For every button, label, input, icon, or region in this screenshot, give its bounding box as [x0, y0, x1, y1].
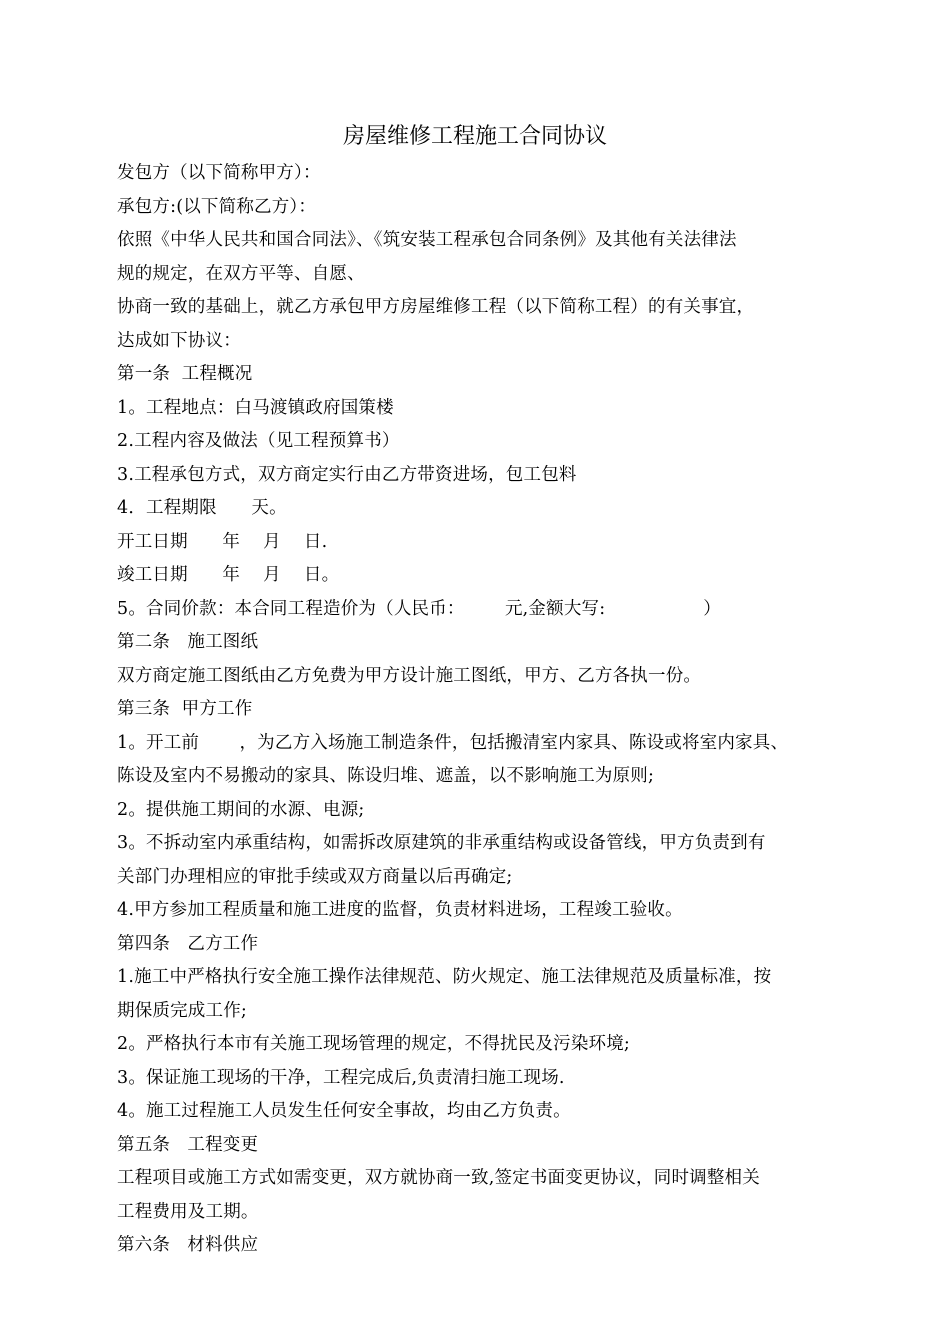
article-4-item-3: 3。保证施工现场的干净，工程完成后,负责清扫施工现场. — [117, 1067, 565, 1088]
article-3-item-1b: 陈设及室内不易搬动的家具、陈设归堆、遮盖，以不影响施工为原则; — [117, 766, 655, 786]
article-5-text-b: 工程费用及工期。 — [117, 1201, 259, 1222]
article-2-heading: 第二条 施工图纸 — [117, 632, 259, 652]
completion-date-line: 竣工日期 年 月 日。 — [117, 565, 340, 585]
start-date-line: 开工日期 年 月 日. — [117, 531, 328, 552]
line-preamble-2: 规的规定，在双方平等、自愿、 — [117, 263, 365, 284]
document-body — [117, 157, 837, 1263]
article-3-item-4: 4.甲方参加工程质量和施工进度的监督，负责材料进场，工程竣工验收。 — [117, 900, 683, 920]
article-5-text-a: 工程项目或施工方式如需变更，双方就协商一致,签定书面变更协议，同时调整相关 — [117, 1168, 760, 1188]
document-title: 房屋维修工程施工合同协议 — [342, 124, 607, 149]
article-1-item-5: 5。合同价款：本合同工程造价为（人民币： 元,金额大写: ） — [117, 598, 721, 619]
article-4-item-4: 4。施工过程施工人员发生任何安全事故，均由乙方负责。 — [117, 1101, 571, 1121]
article-4-heading: 第四条 乙方工作 — [117, 933, 259, 954]
article-3-item-3a: 3。不拆动室内承重结构，如需拆改原建筑的非承重结构或设备管线，甲方负责到有 — [117, 833, 766, 853]
article-6-heading: 第六条 材料供应 — [117, 1235, 259, 1255]
article-2-text: 双方商定施工图纸由乙方免费为甲方设计施工图纸，甲方、乙方各执一份。 — [117, 665, 702, 686]
line-preamble-1: 依照《中华人民共和国合同法》、《筑安装工程承包合同条例》及其他有关法律法 — [117, 230, 737, 250]
article-4-item-1b: 期保质完成工作; — [117, 1000, 247, 1021]
article-5-heading: 第五条 工程变更 — [117, 1134, 259, 1155]
article-3-heading: 第三条 甲方工作 — [117, 699, 253, 719]
article-3-item-2: 2。提供施工期间的水源、电源; — [117, 799, 365, 820]
article-1-item-4: 4．工程期限 天。 — [117, 498, 287, 518]
article-1-heading: 第一条 工程概况 — [117, 364, 253, 384]
article-4-item-2: 2。严格执行本市有关施工现场管理的规定，不得扰民及污染环境; — [117, 1034, 631, 1054]
line-preamble-3: 协商一致的基础上，就乙方承包甲方房屋维修工程（以下简称工程）的有关事宜， — [117, 297, 755, 317]
line-party-a: 发包方（以下简称甲方）： — [117, 163, 321, 183]
line-preamble-4: 达成如下协议： — [117, 330, 241, 351]
article-1-item-3: 3.工程承包方式，双方商定实行由乙方带资进场，包工包料 — [117, 464, 577, 485]
article-3-item-1a: 1。开工前 ，为乙方入场施工制造条件，包括搬清室内家具、陈设或将室内家具、 — [117, 732, 789, 753]
article-1-item-1: 1。工程地点：白马渡镇政府国策楼 — [117, 397, 394, 418]
line-party-b: 承包方:(以下简称乙方）： — [117, 196, 317, 217]
article-1-item-2: 2.工程内容及做法（见工程预算书） — [117, 431, 400, 451]
article-4-item-1a: 1.施工中严格执行安全施工操作法律规范、防火规定、施工法律规范及质量标准，按 — [117, 967, 772, 987]
article-3-item-3b: 关部门办理相应的审批手续或双方商量以后再确定; — [117, 866, 513, 887]
